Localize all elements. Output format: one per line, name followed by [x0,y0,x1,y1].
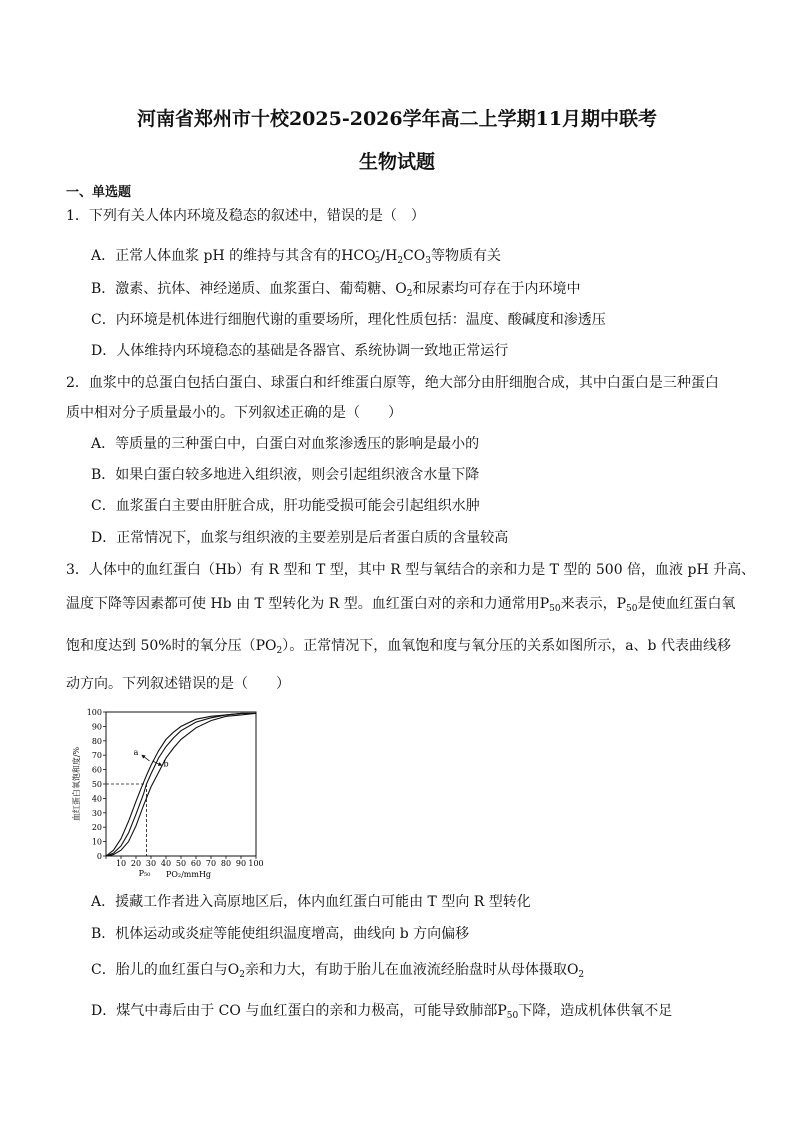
q3-stem-line1: 3．人体中的血红蛋白（Hb）有 R 型和 T 型，其中 R 型与氧结合的亲和力是 T 型的 500 倍，血液 pH 升高、 [66,562,756,578]
y-tick-label: 40 [91,794,102,804]
q3-d-post: 下降，造成机体供氧不足 [518,1003,673,1019]
x-tick-label: 90 [235,859,247,868]
y-tick-label: 70 [91,751,102,761]
x-tick-label: 30 [145,859,157,868]
q2-option-d: D．正常情况下，血浆与组织液的主要差别是后者蛋白质的含量较高 [91,530,509,546]
q1-option-d: D．人体维持内环境稳态的基础是各器官、系统协调一致地正常运行 [91,343,509,359]
q3-stem3-sub: 2 [276,646,283,656]
q3-option-b: B．机体运动或炎症等能使组织温度增高，曲线向 b 方向偏移 [91,926,470,942]
q3-c-o2: O [566,962,579,978]
q3-option-d [91,1002,672,1025]
y-tick-label: 90 [91,722,102,732]
q3-stem2-sub1: 50 [549,604,561,614]
y-tick-label: 10 [91,837,102,847]
x-tick-label: 50 [175,859,187,868]
q2-option-a: A．等质量的三种蛋白中，白蛋白对血浆渗透压的影响是最小的 [91,436,480,452]
q1-a-chem2-sub1: 2 [397,256,404,266]
exam-title: 河南省郑州市十校2025-2026学年高二上学期11月期中联考 [136,108,658,130]
p50-label: P₅₀ [138,869,151,878]
q3-d-p: P [497,1003,507,1019]
q1-a-chem1-sup: - [375,247,379,257]
q3-stem2-sub2: 50 [626,604,638,614]
q3-c-sub2: 2 [578,970,585,980]
y-tick-label: 60 [91,765,102,775]
q2-stem-line1: 2．血浆中的总蛋白包括白蛋白、球蛋白和纤维蛋白原等，绝大部分由肝细胞合成，其中白蛋白是三种蛋白 [66,375,719,391]
q1-b-sub: 2 [406,289,413,299]
q3-stem-line3 [66,637,731,660]
x-tick-label: 70 [205,859,217,868]
y-tick-label: 80 [91,736,102,746]
q1-a-chem1-sub: 3 [374,256,381,266]
q3-stem3-post: ）。正常情况下，血氧饱和度与氧分压的关系如图所示，a、b 代表曲线移 [282,638,731,654]
q1-option-b [91,280,581,303]
q1-stem: 1．下列有关人体内环境及稳态的叙述中，错误的是（ ） [66,208,425,224]
q3-option-c [91,961,584,984]
curve-a [106,713,256,856]
q1-a-slash: /H [380,248,398,264]
y-tick-label: 50 [91,780,102,789]
x-tick-label: 100 [248,859,264,868]
exam-subtitle: 生物试题 [358,151,435,173]
q3-c-o: O [227,962,240,978]
curve-b [106,713,256,856]
q3-stem-line2 [66,595,736,618]
q3-stem-line4: 动方向。下列叙述错误的是（ ） [66,676,290,692]
q1-option-a [91,243,501,270]
q1-a-chem2-sub2: 3 [425,256,431,266]
q3-stem2-pre: 温度下降等因素都可使 Hb 由 T 型转化为 R 型。血红蛋白对的亲和力通常用P [66,596,550,612]
q1-a-chem2: CO [403,248,426,264]
q3-stem2-post: 是使血红蛋白氧 [637,596,736,612]
x-tick-label: 10 [115,859,127,868]
y-tick-label: 100 [86,708,102,717]
curve-middle [106,713,256,856]
arrow-a [142,755,150,761]
q1-a-chem1: HCO [341,248,376,264]
q3-c-sub1: 2 [239,970,245,980]
q1-option-c: C．内环境是机体进行细胞代谢的重要场所，理化性质包括：温度、酸碱度和渗透压 [91,312,606,328]
q3-c-pre: C．胎儿的血红蛋白与 [91,962,228,978]
q2-option-b: B．如果白蛋白较多地进入组织液，则会引起组织液含水量下降 [91,467,480,483]
q3-d-sub: 50 [506,1011,519,1021]
q1-a-pre: A．正常人体血浆 pH 的维持与其含有的 [91,248,342,264]
x-tick-label: 80 [220,859,232,868]
y-tick-label: 0 [96,852,102,861]
x-axis-label: PO₂/mmHg [165,870,212,879]
q2-option-c: C．血浆蛋白主要由肝脏合成，肝功能受损可能会引起组织水肿 [91,498,480,514]
y-tick-label: 20 [91,823,102,833]
curve-label-b: b [163,759,169,769]
q3-stem3-pre: 饱和度达到 50%时的氧分压（PO [66,638,277,654]
x-tick-label: 60 [190,859,202,868]
q1-a-post: 等物质有关 [430,248,501,264]
oxygen-dissociation-chart [66,700,266,880]
q2-stem-line2: 质中相对分子质量最小的。下列叙述正确的是（ ） [66,405,402,421]
q1-b-pre: B．激素、抗体、神经递质、血浆蛋白、葡萄糖、O [91,281,407,297]
q3-stem2-mid: 来表示，P [560,596,627,612]
section-label: 一、单选题 [66,185,132,200]
y-axis-label: 血红蛋白氧饱和度/% [72,746,81,822]
q3-option-a: A．援藏工作者进入高原地区后，体内血红蛋白可能由 T 型向 R 型转化 [91,894,531,910]
q3-d-pre: D．煤气中毒后由于 CO 与血红蛋白的亲和力极高，可能导致肺部 [91,1003,498,1019]
x-tick-label: 20 [130,859,142,868]
x-tick-label: 40 [160,859,172,868]
q1-b-post: 和尿素均可存在于内环境中 [412,281,581,297]
y-tick-label: 30 [91,808,102,818]
q3-c-mid: 亲和力大，有助于胎儿在血液流经胎盘时从母体摄取 [244,962,567,978]
curve-label-a: a [133,748,139,758]
